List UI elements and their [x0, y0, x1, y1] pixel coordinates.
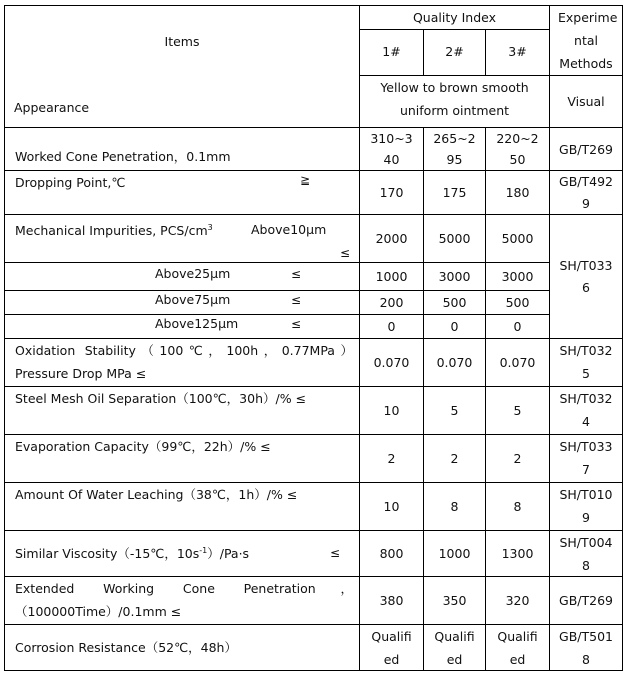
- row-value-label: 5: [450, 403, 459, 418]
- impurities-size-label: Above75μm: [155, 292, 231, 307]
- row-value-3: [485, 214, 549, 262]
- row-value-1: [359, 214, 423, 262]
- row-value-2: [423, 338, 485, 386]
- row-item: [4, 624, 359, 671]
- superscript: -1: [199, 545, 208, 555]
- row-value-label: 175: [442, 185, 467, 200]
- header-col-2: 2#: [423, 29, 485, 75]
- row-item-label: Extended Working Cone Penetration，（100000Time）/0.1mm: [15, 581, 353, 619]
- row-method: SH/T033 7: [549, 434, 623, 482]
- lte-symbol: ≤: [291, 267, 302, 281]
- row-value-label: 0.070: [436, 355, 473, 370]
- row-value-label: 800: [379, 546, 404, 561]
- row-value-3: Qualifi ed: [485, 624, 549, 671]
- row-value-1: [359, 170, 423, 214]
- row-value-3: [485, 338, 549, 386]
- row-value-3: [485, 434, 549, 482]
- row-value-1: [359, 530, 423, 576]
- impurities-size-label: Above25μm: [155, 266, 231, 281]
- row-item-label: [15, 542, 249, 565]
- row-value-2: 0: [423, 314, 485, 338]
- row-value-3: 220~2 50: [485, 127, 549, 170]
- row-item-label: Dropping Point,℃: [15, 175, 126, 190]
- row-method: GB/T501 8: [549, 624, 623, 671]
- row-value-3: [485, 482, 549, 530]
- superscript: 3: [207, 222, 213, 232]
- header-quality-index: Quality Index: [359, 5, 549, 29]
- header-col-3: 3#: [485, 29, 549, 75]
- row-item-label: Oxidation Stability（100℃，100h，0.77MPa）Pressure Drop MPa: [15, 343, 353, 381]
- row-value-label: 1000: [438, 546, 471, 561]
- row-item: [4, 386, 359, 434]
- row-item: [4, 482, 359, 530]
- row-value-1: [359, 576, 423, 624]
- impurities-size-label: Above125μm: [155, 316, 239, 331]
- row-value-3: 500: [485, 290, 549, 314]
- header-items-label: Items: [164, 34, 200, 49]
- row-value-1: 200: [359, 290, 423, 314]
- row-value-1: [359, 386, 423, 434]
- impurities-size-above10: Above10μm: [251, 222, 327, 237]
- lte-symbol: ≤: [340, 246, 351, 260]
- row-item-label: Mechanical Impurities, PCS/cm: [15, 223, 208, 238]
- row-method: SH/T032 4: [549, 386, 623, 434]
- lte-symbol: ≤: [286, 487, 298, 502]
- row-value-label: 2: [450, 451, 459, 466]
- row-item-label: Corrosion Resistance（52℃，48h）: [15, 640, 237, 655]
- appearance-item: Appearance: [14, 100, 90, 115]
- header-experimental-methods: Experime ntal Methods: [549, 5, 623, 75]
- row-value-label: 170: [379, 185, 404, 200]
- lte-symbol: ≤: [135, 366, 147, 381]
- row-value-3: [485, 170, 549, 214]
- appearance-value: Yellow to brown smooth uniform ointment: [359, 75, 549, 127]
- viscosity-unit: ）/Pa·s: [207, 546, 250, 561]
- row-value-label: 8: [450, 499, 459, 514]
- row-value-2: [423, 214, 485, 262]
- row-method: [549, 127, 623, 170]
- row-value-3: [485, 530, 549, 576]
- row-value-1: 1000: [359, 262, 423, 290]
- row-method: SH/T010 9: [549, 482, 623, 530]
- row-value-2: 500: [423, 290, 485, 314]
- row-value-2: [423, 576, 485, 624]
- row-value-1: 310~3 40: [359, 127, 423, 170]
- row-value-2: [423, 386, 485, 434]
- row-method: SH/T032 5: [549, 338, 623, 386]
- appearance-method-label: Visual: [567, 94, 605, 109]
- row-value-label: 5000: [501, 231, 534, 246]
- impurities-method: [549, 214, 623, 338]
- row-value-label: 180: [505, 185, 530, 200]
- row-value-2: [423, 170, 485, 214]
- row-item: [4, 434, 359, 482]
- row-value-3: [485, 386, 549, 434]
- row-value-label: 10: [383, 499, 400, 514]
- row-value-label: 2: [387, 451, 396, 466]
- lte-symbol: ≤: [291, 293, 302, 307]
- row-value-3: [485, 576, 549, 624]
- lte-symbol: ≤: [330, 546, 341, 560]
- row-value-2: 265~2 95: [423, 127, 485, 170]
- row-method-label: GB/T269: [559, 141, 613, 157]
- row-value-label: 2000: [375, 231, 408, 246]
- row-item-label: Amount Of Water Leaching（38℃，1h）/%: [15, 487, 283, 502]
- row-value-1: [359, 338, 423, 386]
- gte-symbol: ≧: [300, 173, 311, 187]
- row-item: [4, 127, 359, 170]
- row-value-label: 0.070: [373, 355, 410, 370]
- row-value-label: 2: [513, 451, 522, 466]
- row-item-label: Steel Mesh Oil Separation（100℃，30h）/%: [15, 391, 292, 406]
- appearance-method: [549, 75, 623, 127]
- row-method: GB/T492 9: [549, 170, 623, 214]
- row-value-1: 0: [359, 314, 423, 338]
- row-value-label: 0.070: [499, 355, 536, 370]
- row-method: [549, 576, 623, 624]
- row-value-3: 3000: [485, 262, 549, 290]
- row-item: [4, 530, 359, 576]
- lte-symbol: ≤: [260, 439, 271, 454]
- viscosity-label: Similar Viscosity（-15℃，10s: [15, 546, 200, 561]
- row-item: [4, 576, 359, 624]
- lte-symbol: ≤: [170, 604, 182, 619]
- lte-symbol: ≤: [291, 317, 302, 331]
- row-value-2: Qualifi ed: [423, 624, 485, 671]
- row-item-label: Evaporation Capacity（99℃，22h）/%: [15, 439, 257, 454]
- row-value-label: 320: [505, 593, 530, 608]
- row-value-label: 5: [513, 403, 522, 418]
- row-value-label: 350: [442, 593, 467, 608]
- row-value-2: [423, 530, 485, 576]
- row-value-1: [359, 482, 423, 530]
- impurities-method-label: SH/T033 6: [559, 257, 613, 295]
- row-method: SH/T004 8: [549, 530, 623, 576]
- row-value-2: [423, 482, 485, 530]
- row-value-label: 10: [383, 403, 400, 418]
- row-item: [4, 338, 359, 386]
- row-value-1: [359, 434, 423, 482]
- row-value-label: 8: [513, 499, 522, 514]
- row-method-label: GB/T269: [559, 593, 613, 608]
- header-col-1: 1#: [359, 29, 423, 75]
- row-item-label: Worked Cone Penetration，0.1mm: [15, 149, 231, 164]
- row-value-label: 5000: [438, 231, 471, 246]
- lte-symbol: ≤: [295, 391, 307, 406]
- row-value-3: 0: [485, 314, 549, 338]
- row-value-2: 3000: [423, 262, 485, 290]
- row-value-1: Qualifi ed: [359, 624, 423, 671]
- row-value-2: [423, 434, 485, 482]
- row-value-label: 1300: [501, 546, 534, 561]
- row-value-label: 380: [379, 593, 404, 608]
